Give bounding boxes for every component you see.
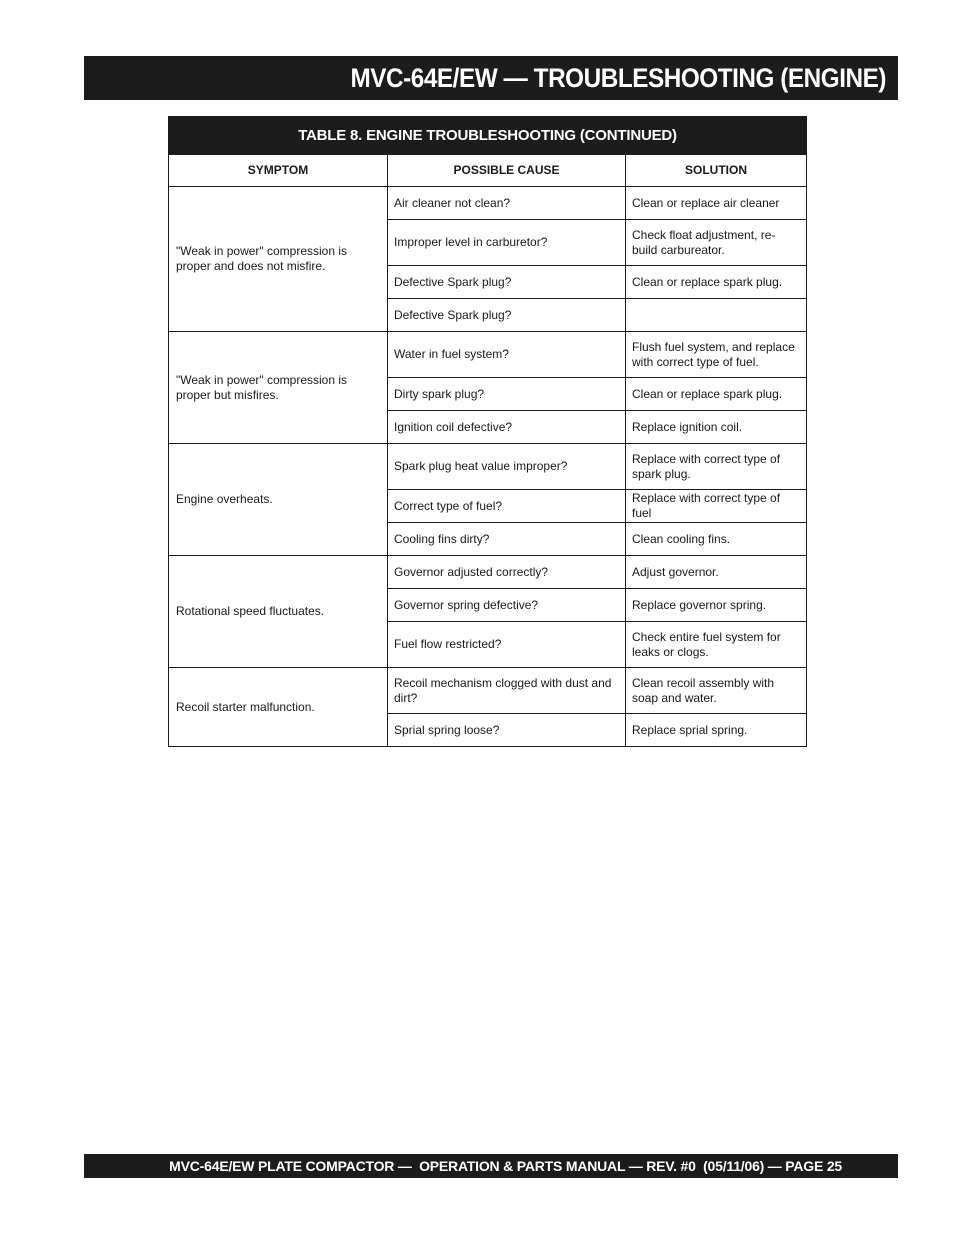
solution-cell: Clean cooling fins. bbox=[626, 523, 807, 556]
cause-cell: Fuel flow restricted? bbox=[388, 622, 626, 668]
solution-cell: Clean recoil assembly with soap and water. bbox=[626, 668, 807, 714]
cause-cell: Sprial spring loose? bbox=[388, 714, 626, 747]
cause-cell: Governor adjusted correctly? bbox=[388, 556, 626, 589]
solution-cell: Adjust governor. bbox=[626, 556, 807, 589]
solution-cell: Clean or replace spark plug. bbox=[626, 266, 807, 299]
cause-cell: Ignition coil defective? bbox=[388, 411, 626, 444]
cause-cell: Defective Spark plug? bbox=[388, 299, 626, 332]
cause-cell: Governor spring defective? bbox=[388, 589, 626, 622]
symptom-cell: Rotational speed fluctuates. bbox=[169, 556, 388, 668]
solution-cell: Replace with correct type of fuel bbox=[626, 490, 807, 523]
cause-cell: Water in fuel system? bbox=[388, 332, 626, 378]
symptom-cell: Recoil starter malfunction. bbox=[169, 668, 388, 747]
symptom-cell: Engine overheats. bbox=[169, 444, 388, 556]
cause-cell: Dirty spark plug? bbox=[388, 378, 626, 411]
table-row bbox=[169, 668, 807, 714]
page-title: MVC-64E/EW — TROUBLESHOOTING (ENGINE) bbox=[350, 62, 886, 93]
table-row bbox=[169, 332, 807, 378]
solution-cell: Replace with correct type of spark plug. bbox=[626, 444, 807, 490]
solution-cell: Clean or replace air cleaner bbox=[626, 187, 807, 220]
table-row bbox=[169, 444, 807, 490]
page-footer bbox=[84, 1154, 898, 1178]
solution-cell: Check entire fuel system for leaks or clogs. bbox=[626, 622, 807, 668]
column-header-symptom: SYMPTOM bbox=[169, 155, 388, 187]
symptom-cell: "Weak in power" compression is proper and does not misfire. bbox=[169, 187, 388, 332]
solution-cell: Clean or replace spark plug. bbox=[626, 378, 807, 411]
cause-cell: Improper level in carburetor? bbox=[388, 220, 626, 266]
table-row bbox=[169, 187, 807, 220]
troubleshooting-table bbox=[168, 116, 807, 747]
table-title: TABLE 8. ENGINE TROUBLESHOOTING (CONTINUED) bbox=[169, 117, 807, 155]
cause-cell: Cooling fins dirty? bbox=[388, 523, 626, 556]
solution-cell: Replace sprial spring. bbox=[626, 714, 807, 747]
solution-cell: Flush fuel system, and replace with correct type of fuel. bbox=[626, 332, 807, 378]
cause-cell: Defective Spark plug? bbox=[388, 266, 626, 299]
cause-cell: Air cleaner not clean? bbox=[388, 187, 626, 220]
page-header bbox=[84, 56, 898, 100]
cause-cell: Recoil mechanism clogged with dust and dirt? bbox=[388, 668, 626, 714]
column-header-possible-cause: POSSIBLE CAUSE bbox=[388, 155, 626, 187]
cause-cell: Correct type of fuel? bbox=[388, 490, 626, 523]
footer-text: MVC-64E/EW PLATE COMPACTOR — OPERATION & PARTS MANUAL — REV. #0 (05/11/06) — PAGE 25 bbox=[169, 1158, 842, 1174]
solution-cell: Replace ignition coil. bbox=[626, 411, 807, 444]
solution-cell: Check float adjustment, re-build carbureator. bbox=[626, 220, 807, 266]
column-header-solution: SOLUTION bbox=[626, 155, 807, 187]
table-row bbox=[169, 556, 807, 589]
solution-cell bbox=[626, 299, 807, 332]
cause-cell: Spark plug heat value improper? bbox=[388, 444, 626, 490]
symptom-cell: "Weak in power" compression is proper but misfires. bbox=[169, 332, 388, 444]
solution-cell: Replace governor spring. bbox=[626, 589, 807, 622]
